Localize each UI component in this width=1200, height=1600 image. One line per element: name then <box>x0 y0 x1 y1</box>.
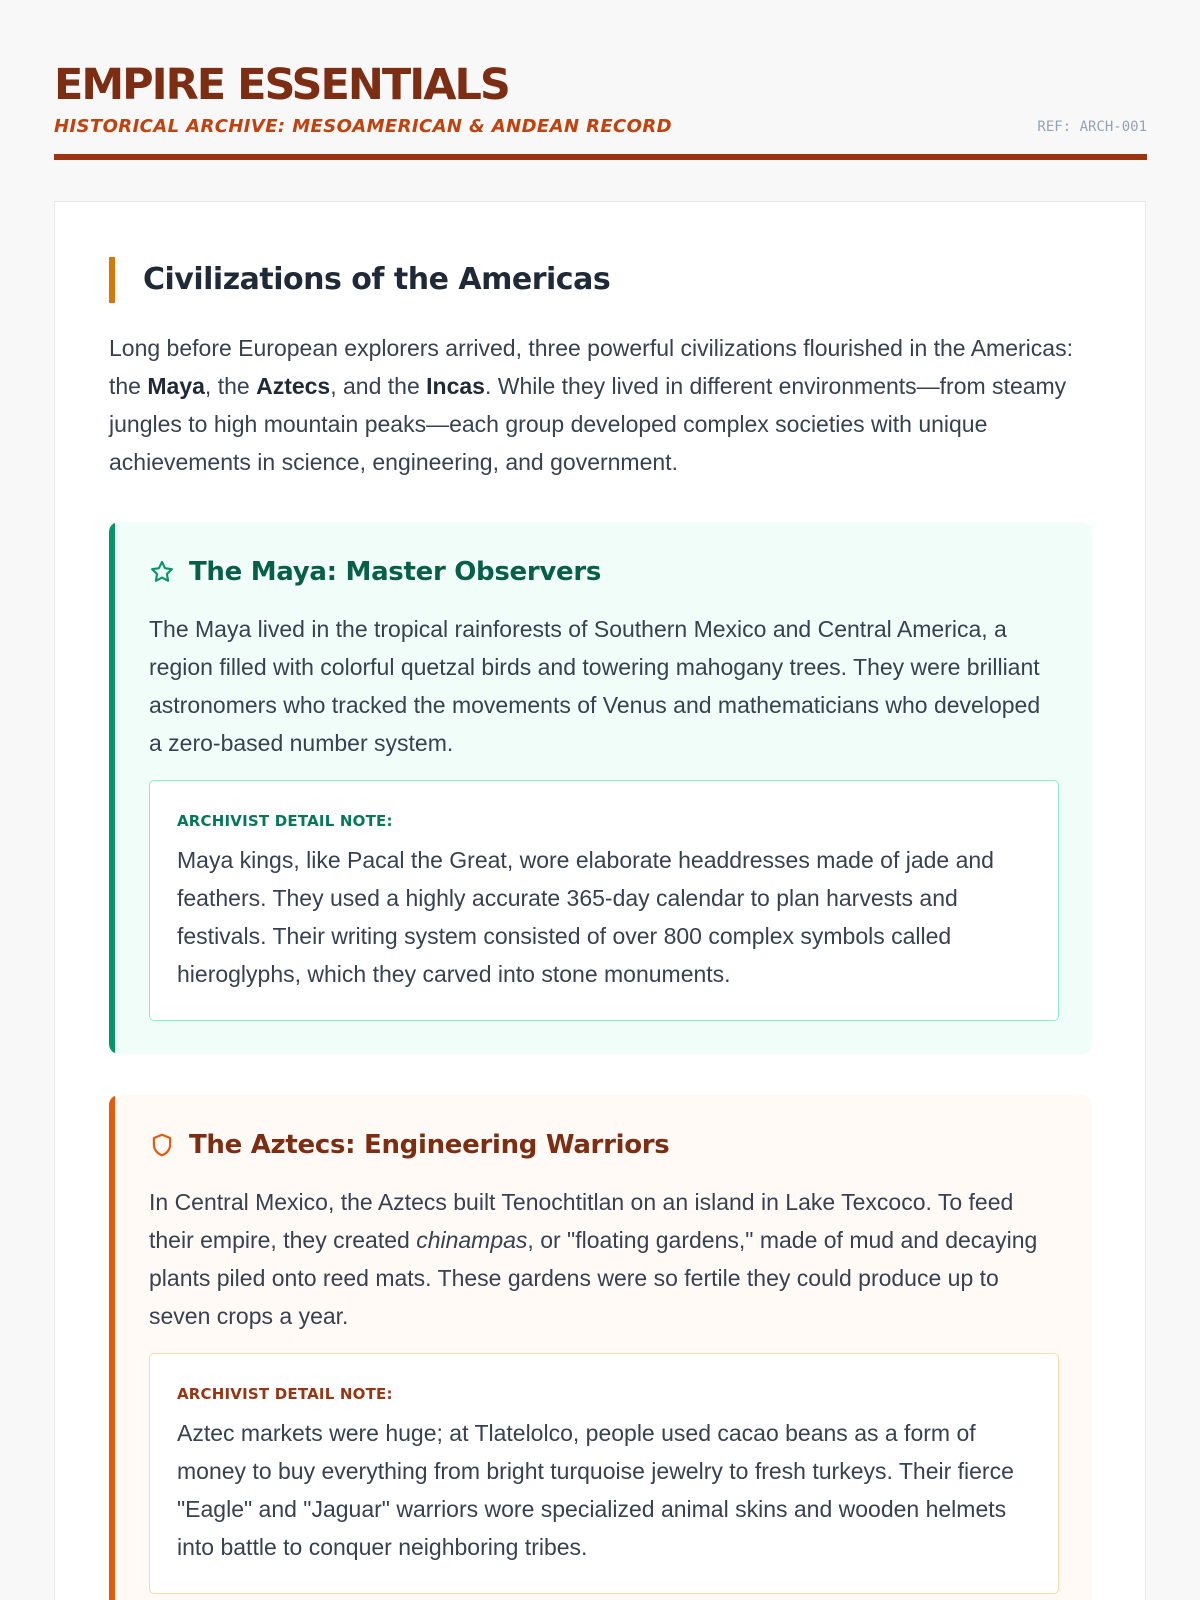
intro-text-1: Long before European explorers arrived, three powerful civilizations flourished in the Americas: the <box>109 335 1073 399</box>
maya-archivist-note <box>149 780 1059 1021</box>
intro-text-2: , the <box>204 373 257 399</box>
reference-code: REF: ARCH-001 <box>1037 119 1147 135</box>
subtitle-row <box>54 114 1147 140</box>
shield-icon <box>149 1132 175 1158</box>
intro-paragraph <box>109 329 1099 481</box>
aztec-archivist-note <box>149 1353 1059 1594</box>
archive-subtitle: HISTORICAL ARCHIVE: MESOAMERICAN & ANDEAN RECORD <box>54 116 672 137</box>
maya-title: The Maya: Master Observers <box>189 557 602 587</box>
intro-maya: Maya <box>147 373 205 399</box>
maya-title-row <box>149 552 601 592</box>
star-icon <box>149 559 175 585</box>
aztec-body-text-2: , or "floating gardens," made of mud and decaying plants piled onto reed mats. These gardens were so fertile they could produce up to seven crops a year. <box>149 1227 1038 1329</box>
section-title: Civilizations of the Americas <box>143 262 611 297</box>
section-heading <box>109 257 610 303</box>
intro-text-4: . While they lived in different environments—from steamy jungles to high mountain peaks—each group developed complex societies with unique achievements in science, engineering, and government. <box>109 373 1067 475</box>
intro-text-3: , and the <box>330 373 427 399</box>
aztec-body-chinampas: chinampas <box>416 1227 528 1253</box>
aztec-body <box>149 1183 1059 1335</box>
maya-body: The Maya lived in the tropical rainforests of Southern Mexico and Central America, a region filled with colorful quetzal birds and towering mahogany trees. They were brilliant astronomers who tracked the movements of Venus and mathematicians who developed a zero-based number system. <box>149 616 1041 756</box>
maya-note-label: ARCHIVIST DETAIL NOTE: <box>177 812 393 830</box>
aztec-title-row <box>149 1125 669 1165</box>
intro-incas: Incas <box>426 373 485 399</box>
maya-section <box>109 522 1092 1054</box>
header-divider <box>54 154 1147 160</box>
content-card <box>54 201 1146 1600</box>
intro-aztecs: Aztecs <box>256 373 331 399</box>
aztec-note-text: Aztec markets were huge; at Tlatelolco, people used cacao beans as a form of money to buy everything from bright turquoise jewelry to fresh turkeys. Their fierce "Eagle" and "Jaguar" warriors wore specialized animal skins and wooden helmets into battle to conquer neighboring tribes. <box>177 1420 1014 1560</box>
brand-title: EMPIRE ESSENTIALS <box>54 60 509 110</box>
aztec-note-label: ARCHIVIST DETAIL NOTE: <box>177 1385 393 1403</box>
maya-note-text: Maya kings, like Pacal the Great, wore elaborate headdresses made of jade and feathers. They used a highly accurate 365-day calendar to plan harvests and festivals. Their writing system consisted of over 800 complex symbols called hieroglyphs, which they carved into stone monuments. <box>177 847 994 987</box>
aztec-title: The Aztecs: Engineering Warriors <box>189 1130 670 1160</box>
aztec-section <box>109 1095 1092 1600</box>
aztec-body-text-1: In Central Mexico, the Aztecs built Tenochtitlan on an island in Lake Texcoco. To feed their empire, they created <box>149 1189 1014 1253</box>
page-header <box>54 56 1147 140</box>
